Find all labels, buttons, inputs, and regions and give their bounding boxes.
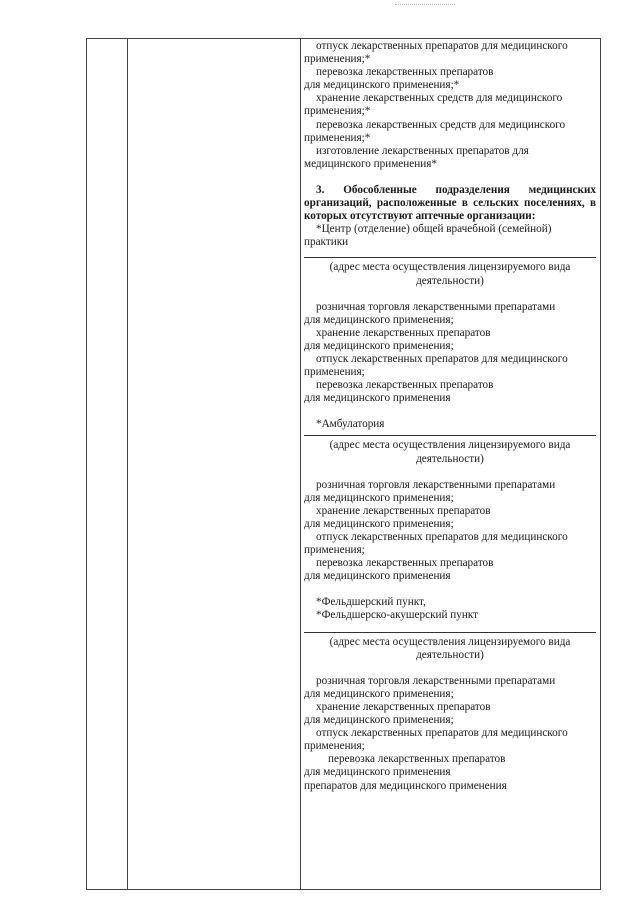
list-item: перевозка лекарственных препаратов xyxy=(328,753,506,766)
unit-title: *Фельдшерско-акушерский пункт xyxy=(316,609,479,622)
scan-mark xyxy=(395,4,455,5)
list-item: для медицинского применения; xyxy=(304,313,454,326)
licensed-activities-cell xyxy=(304,40,596,793)
list-item: хранение лекарственных средств для медицинского применения;* xyxy=(304,92,563,118)
address-line xyxy=(304,435,596,436)
list-item: розничная торговля лекарственными препаратами xyxy=(316,300,556,313)
address-caption: (адрес места осуществления лицензируемого вида деятельности) xyxy=(329,261,571,287)
column-divider-1 xyxy=(127,38,128,890)
list-item: отпуск лекарственных препаратов для медицинского применения; xyxy=(304,531,568,557)
list-item: для медицинского применения xyxy=(304,766,451,779)
unit-title: *Центр (отделение) общей врачебной (семейной) практики xyxy=(304,223,552,249)
address-caption: (адрес места осуществления лицензируемого вида деятельности) xyxy=(329,635,571,661)
unit-title: *Амбулатория xyxy=(316,418,385,431)
list-item: хранение лекарственных препаратов xyxy=(316,326,491,339)
list-item: хранение лекарственных препаратов xyxy=(316,700,491,713)
list-item: для медицинского применения; xyxy=(304,339,454,352)
list-item: розничная торговля лекарственными препаратами xyxy=(316,478,556,491)
list-item: для медицинского применения xyxy=(304,392,451,405)
address-line xyxy=(304,632,596,633)
list-item: для медицинского применения; xyxy=(304,714,454,727)
list-item: изготовление лекарственных препаратов для медицинского применения* xyxy=(304,144,529,170)
column-divider-2 xyxy=(300,38,301,890)
list-item: хранение лекарственных препаратов xyxy=(316,504,491,517)
list-item: перевозка лекарственных препаратов xyxy=(316,379,494,392)
list-item: для медицинского применения; xyxy=(304,517,454,530)
list-item: для медицинского применения; xyxy=(304,687,454,700)
list-item: розничная торговля лекарственными препаратами xyxy=(316,674,556,687)
unit-title: *Фельдшерский пункт, xyxy=(316,596,426,609)
list-item: отпуск лекарственных препаратов для медицинского применения; xyxy=(304,727,568,753)
list-item: отпуск лекарственных препаратов для медицинского применения;* xyxy=(304,40,568,66)
list-item: перевозка лекарственных препаратов xyxy=(316,557,494,570)
list-item: для медицинского применения;* xyxy=(304,79,460,92)
list-item: препаратов для медицинского применения xyxy=(304,779,507,792)
section-heading: 3. Обособленные подразделения медицинских организаций, расположенные в сельских поселениях, в которых отсутствуют аптечные организации: xyxy=(304,183,596,223)
list-item: отпуск лекарственных препаратов для медицинского применения; xyxy=(304,352,568,379)
list-item: для медицинского применения xyxy=(304,570,451,583)
address-line xyxy=(304,257,596,258)
list-item: для медицинского применения; xyxy=(304,491,454,504)
list-item: перевозка лекарственных препаратов xyxy=(316,66,494,79)
address-caption: (адрес места осуществления лицензируемого вида деятельности) xyxy=(329,439,571,465)
list-item: перевозка лекарственных средств для медицинского применения;* xyxy=(304,118,566,144)
